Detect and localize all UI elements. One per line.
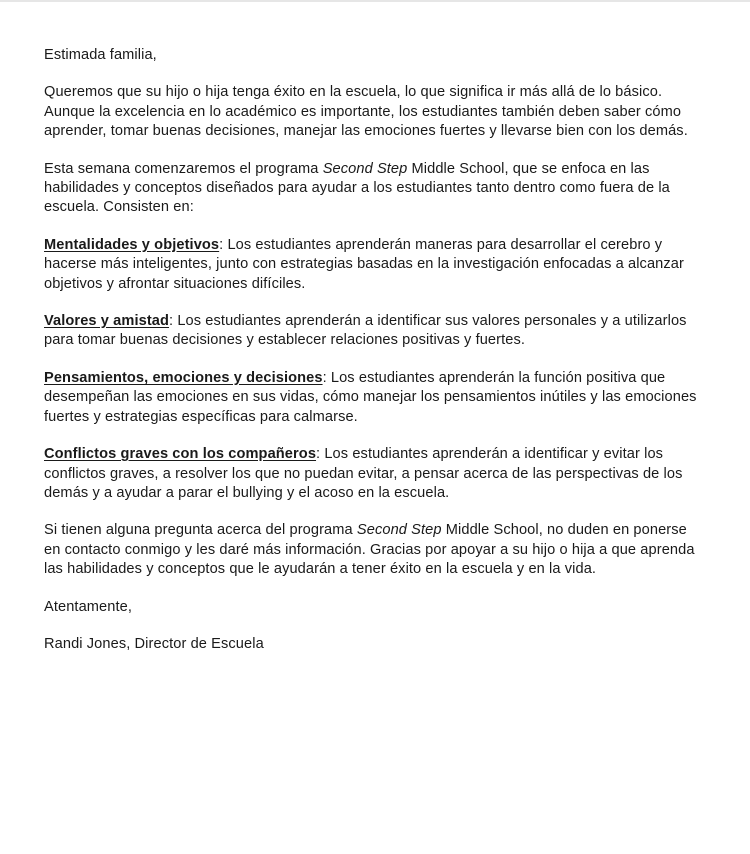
signature: Randi Jones, Director de Escuela	[44, 635, 264, 652]
signoff: Atentamente,	[44, 598, 133, 615]
unit-paragraph-values	[44, 312, 706, 351]
unit-paragraph-thoughts	[44, 369, 706, 427]
unit-description: : Los estudiantes aprenderán maneras para desarrollar el cerebro y hacerse más inteligentes, junto con estrategias basadas en la investigación enfocadas a alcanzar objetivos y afrontar situaciones difíciles.	[44, 236, 684, 292]
closing-text-post: Middle School, no duden en ponerse en contacto conmigo y les daré más información. Gracias por apoyar a su hijo o hija a que aprenda las habilidades y conceptos que le ayudarán a tener éxito en la escuela y en la vida.	[44, 522, 695, 578]
unit-term: Pensamientos, emociones y decisiones	[44, 369, 323, 386]
program-text-pre: Esta semana comenzaremos el programa	[44, 160, 323, 177]
salutation: Estimada familia,	[44, 47, 157, 63]
program-paragraph	[44, 160, 706, 218]
unit-term: Conflictos graves con los compañeros	[44, 446, 317, 463]
unit-description: : Los estudiantes aprenderán a identificar y evitar los conflictos graves, a resolver los que no puedan evitar, a pensar acerca de las perspectivas de los demás y a ayudar a parar el bullying y el acoso en la escuela.	[44, 446, 683, 501]
unit-description: : Los estudiantes aprenderán la función positiva que desempeñan las emociones en sus vidas, cómo manejar los pensamientos inútiles y las emociones fuertes y estrategias específicas para calmarse.	[44, 369, 697, 425]
unit-term: Valores y amistad	[44, 313, 170, 330]
letter-body	[44, 46, 706, 672]
unit-paragraph-conflicts	[44, 445, 706, 503]
unit-term: Mentalidades y objetivos	[44, 236, 220, 253]
program-text-post: Middle School, que se enfoca en las habilidades y conceptos diseñados para ayudar a los estudiantes tanto dentro como fuera de la escuela. Consisten en:	[44, 160, 670, 216]
top-divider	[0, 0, 750, 2]
closing-text-pre: Si tienen alguna pregunta acerca del programa	[44, 522, 357, 539]
program-title: Second Step	[322, 160, 408, 177]
intro-paragraph: Queremos que su hijo o hija tenga éxito en la escuela, lo que significa ir más allá de lo básico. Aunque la excelencia en lo académico es importante, los estudiantes también deben saber cómo aprender, tomar buenas decisiones, manejar las emociones fuertes y llevarse bien con los demás.	[44, 84, 688, 140]
unit-description: : Los estudiantes aprenderán a identificar sus valores personales y a utilizarlos para tomar buenas decisiones y establecer relaciones positivas y fuertes.	[44, 313, 687, 349]
closing-program-title: Second Step	[356, 522, 442, 539]
unit-paragraph-mindsets	[44, 236, 706, 294]
closing-paragraph	[44, 521, 706, 579]
